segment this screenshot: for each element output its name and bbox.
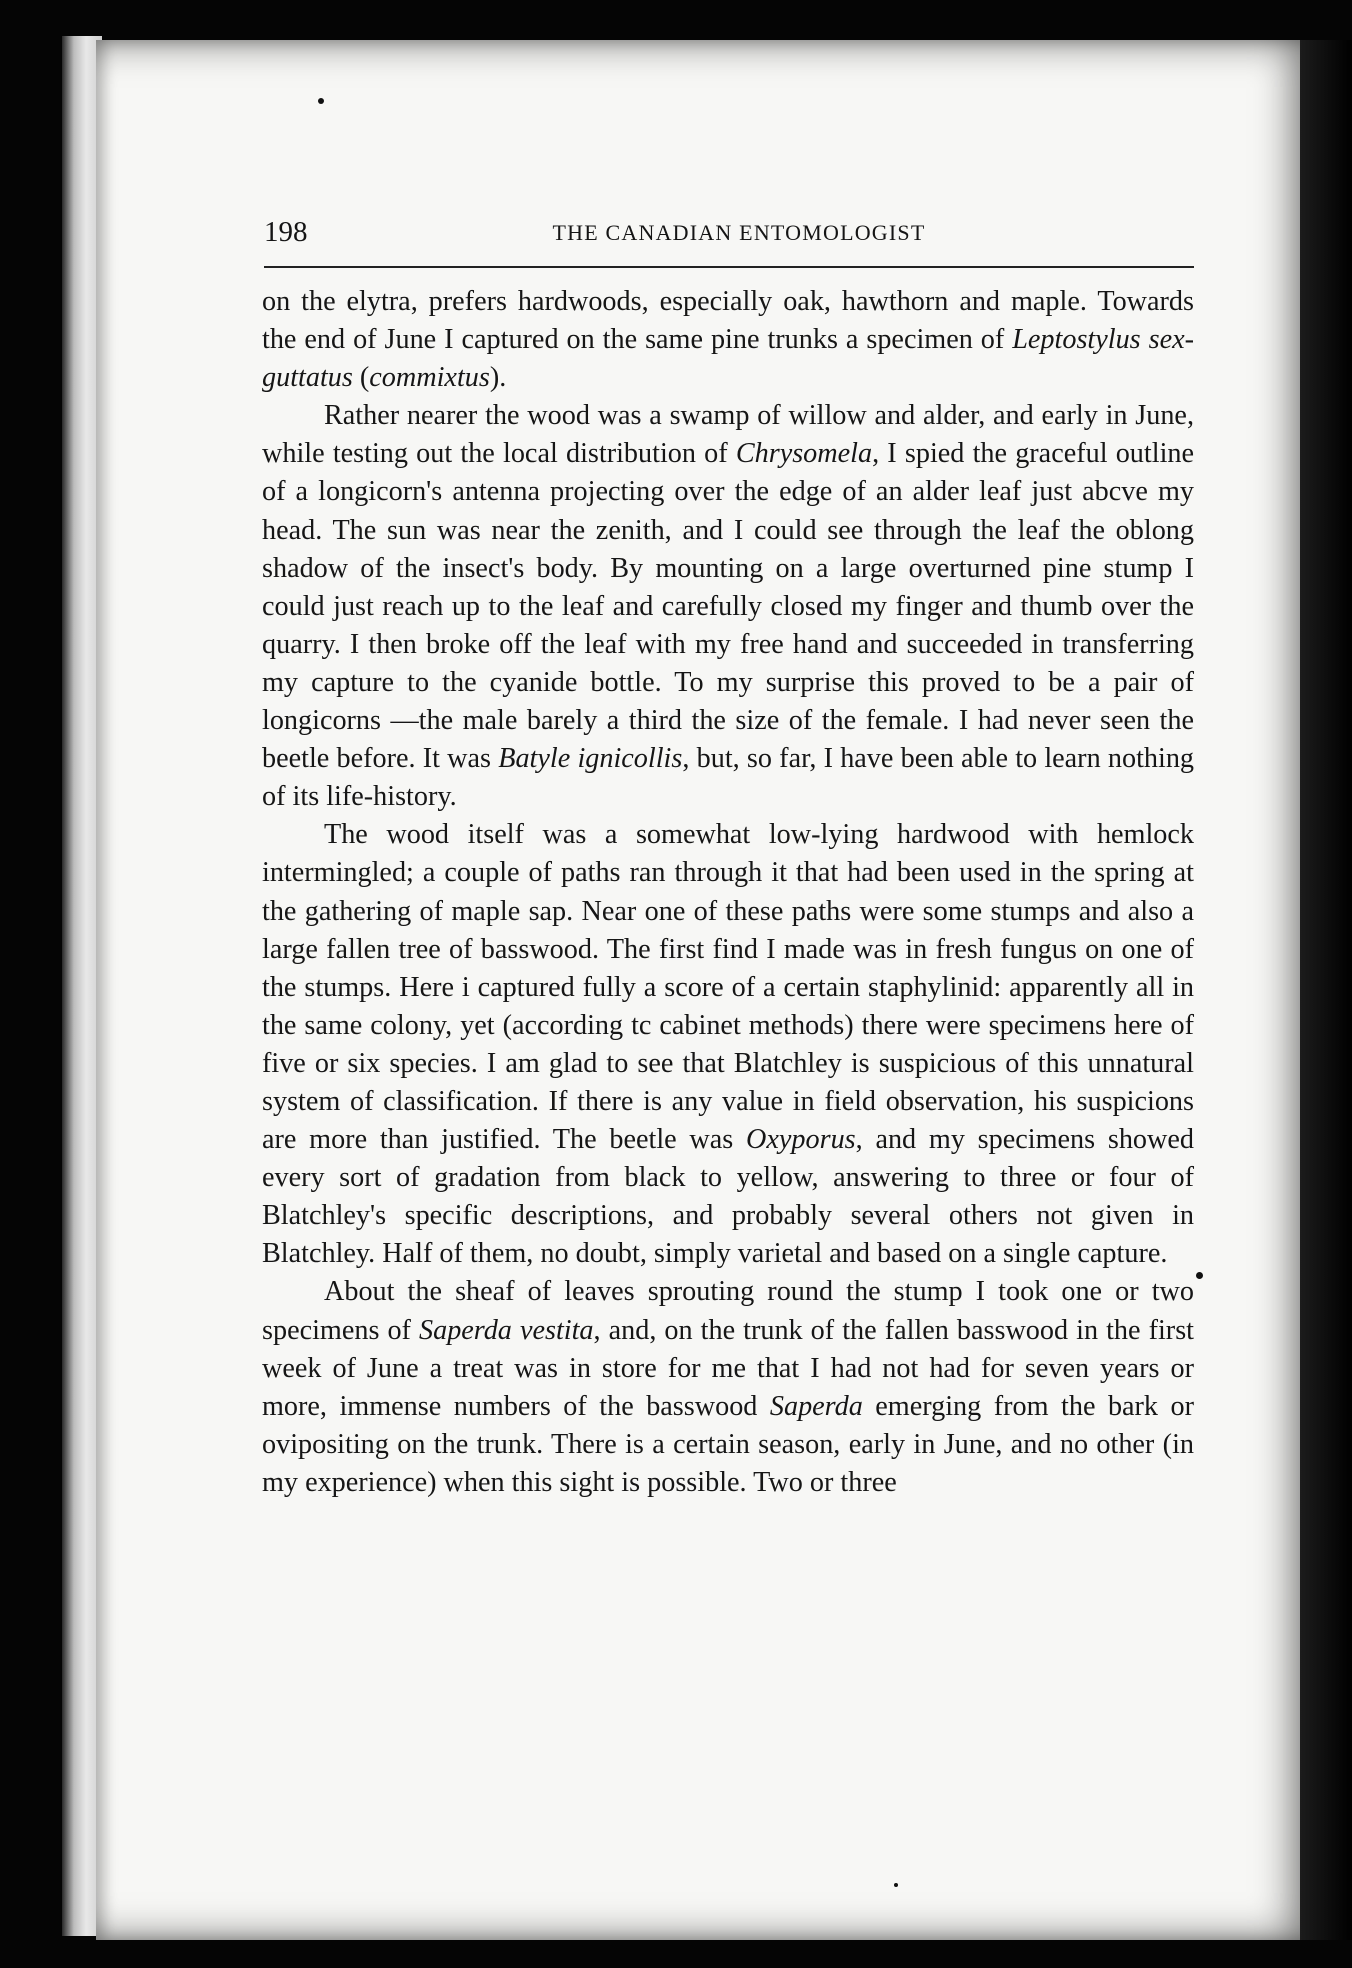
italic-term: Saperda	[769, 1390, 863, 1422]
body-text	[262, 283, 1194, 1502]
italic-term: Chrysomela	[735, 438, 873, 470]
scan-speck	[894, 1883, 898, 1887]
scan-speck	[1196, 1272, 1203, 1279]
paragraph	[262, 1273, 1194, 1502]
italic-term: Oxyporus	[746, 1124, 856, 1156]
italic-term: commixtus	[369, 362, 490, 394]
running-head: THE CANADIAN ENTOMOLOGIST	[552, 220, 926, 245]
text-run: About the sheaf of leaves sprouting round the stump I took one or two specimens of	[262, 1276, 1194, 1346]
paragraph	[262, 397, 1194, 816]
text-run: , but, so far, I have been able to learn nothing of its life-history.	[262, 743, 1195, 813]
italic-term: Leptostylus sex-guttatus	[262, 324, 1194, 394]
paragraph	[262, 816, 1194, 1273]
page-number: 198	[264, 216, 308, 248]
text-run: on the elytra, prefers hardwoods, especially oak, hawthorn and maple. Towards the end of June I captured on the same pine trunks a specimen of	[262, 286, 1194, 356]
text-run: ).	[489, 362, 507, 394]
text-run: , and, on the trunk of the fallen basswood in the first week of June a treat was in store for me that I had not had for seven years or more, immense numbers of the basswood	[262, 1314, 1194, 1422]
text-run: , and my specimens showed every sort of gradation from black to yellow, answering to three or four of Blatchley's specific descriptions, and probably several others not given in Blatchley. Half of them, no doubt, simply varietal and based on a single capture.	[262, 1124, 1194, 1270]
paragraph	[262, 283, 1194, 397]
page-header	[264, 216, 1194, 256]
text-run: Rather nearer the wood was a swamp of willow and alder, and early in June, while testing out the local distribution of	[262, 400, 1194, 470]
text-run: emerging from the bark or ovipositing on the trunk. There is a certain season, early in June, and no other (in my experience) when this sight is possible. Two or three	[262, 1390, 1195, 1498]
binding-shadow	[1300, 40, 1352, 1940]
italic-term: Saperda vestita	[419, 1314, 594, 1346]
text-run: (	[352, 362, 370, 394]
header-rule	[264, 266, 1194, 268]
text-run: The wood itself was a somewhat low-lying hardwood with hemlock intermingled; a couple of paths ran through it that had been used in the spring at the gathering of maple sap. Near one of these paths were some stumps and also a large fallen tree of basswood. The first find I made was in fresh fungus on one of the stumps. Here i captured fully a score of a certain staphylinid: apparently all in the same colony, yet (according tc cabinet methods) there were specimens here of five or six species. I am glad to see that Blatchley is suspicious of this unnatural system of classification. If there is any value in field observation, his suspicions are more than justified. The beetle was	[262, 819, 1194, 1156]
italic-term: Batyle ignicollis	[498, 743, 683, 775]
text-run: , I spied the graceful outline of a longicorn's antenna projecting over the edge of an alder leaf just abcve my head. The sun was near the zenith, and I could see through the leaf the oblong shadow of the insect's body. By mounting on a large overturned pine stump I could just reach up to the leaf and carefully closed my finger and thumb over the quarry. I then broke off the leaf with my free hand and succeeded in transferring my capture to the cyanide bottle. To my surprise this proved to be a pair of longicorns —the male barely a third the size of the female. I had never seen the beetle before. It was	[262, 438, 1194, 775]
scan-speck	[318, 98, 324, 104]
